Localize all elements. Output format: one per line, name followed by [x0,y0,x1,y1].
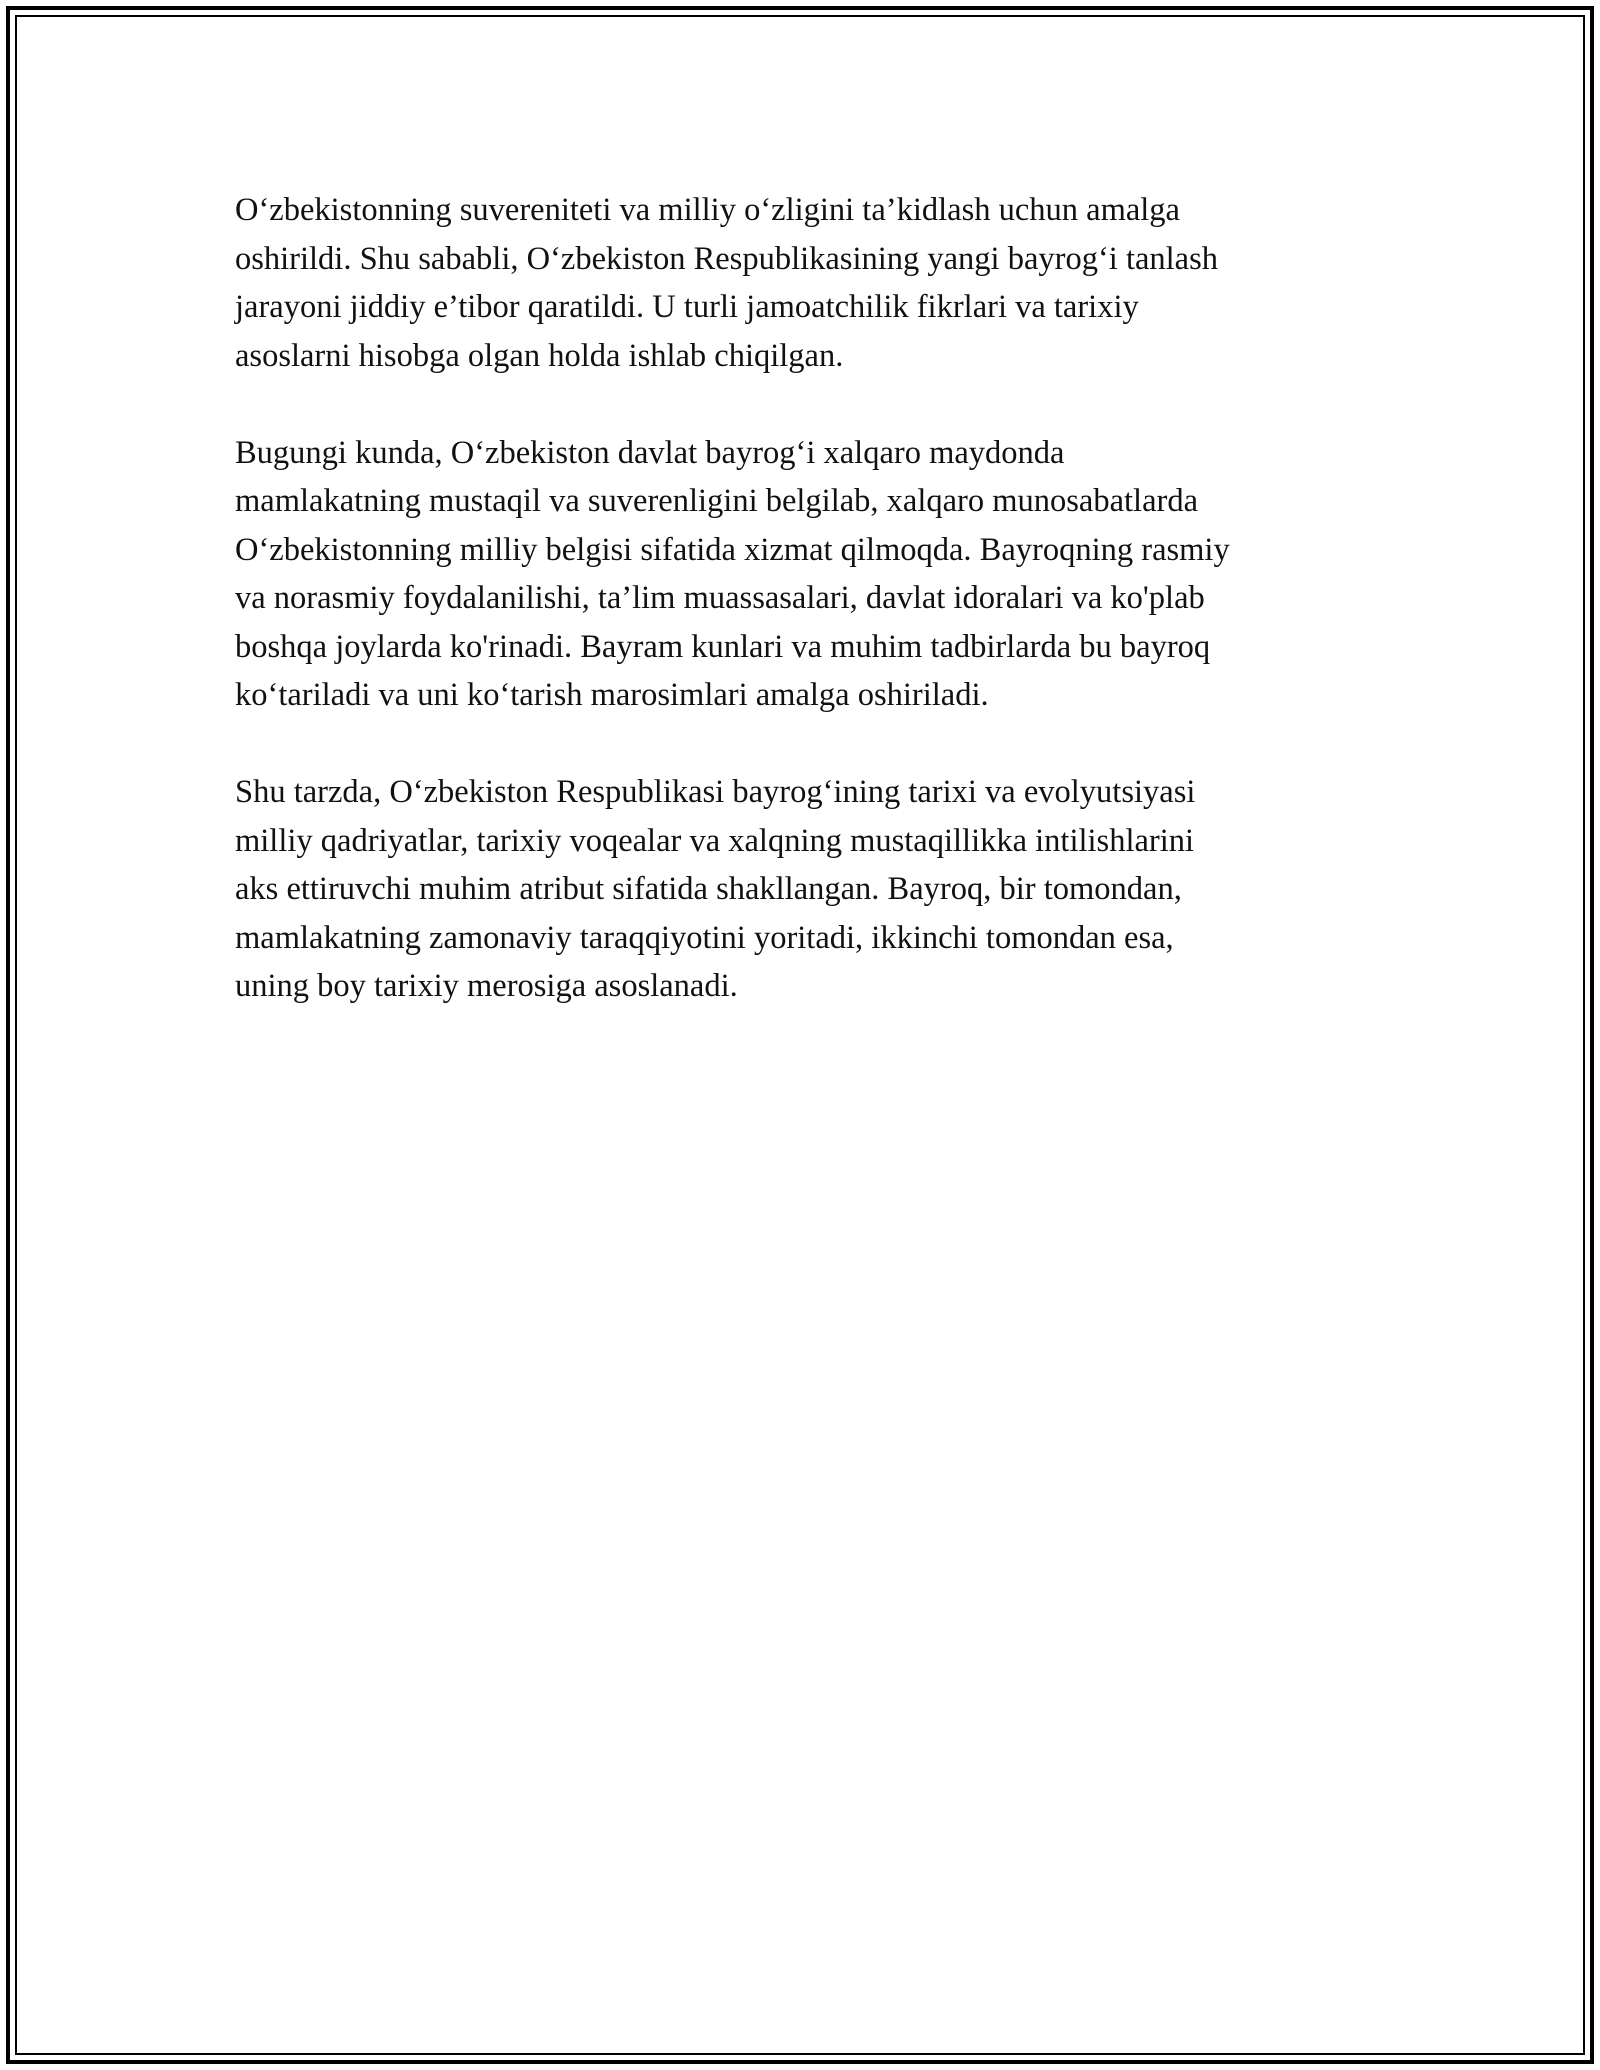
paragraph-line: aks ettiruvchi muhim atribut sifatida shakllangan. Bayroq, bir tomondan, [235,871,1182,907]
paragraph-line: mamlakatning zamonaviy taraqqiyotini yoritadi, ikkinchi tomondan esa, [235,919,1174,956]
paragraph-line: Shu tarzda, O‘zbekiston Respublikasi bayrog‘ining tarixi va evolyutsiyasi [235,774,1196,810]
paragraph-line: mamlakatning mustaqil va suverenligini belgilab, xalqaro munosabatlarda [235,483,1199,519]
paragraph-line: Bugungi kunda, O‘zbekiston davlat bayrog‘i xalqaro maydonda [235,434,1065,471]
paragraph-line: ko‘tariladi va uni ko‘tarish marosimlari amalga oshiriladi. [235,677,989,713]
paragraph-line: boshqa joylarda ko'rinadi. Bayram kunlari va muhim tadbirlarda bu bayroq [235,628,1211,665]
paragraph-line: O‘zbekistonning milliy belgisi sifatida xizmat qilmoqda. Bayroqning rasmiy [235,531,1230,568]
paragraph-line: jarayoni jiddiy e’tibor qaratildi. U turli jamoatchilik fikrlari va tarixiy [235,289,1139,325]
paragraph-line: milliy qadriyatlar, tarixiy voqealar va xalqning mustaqillikka intilishlarini [235,822,1195,859]
paragraph-1 [235,186,1370,380]
document-body [235,186,1370,1059]
paragraph-line: oshirildi. Shu sababli, O‘zbekiston Respublikasining yangi bayrog‘i tanlash [235,240,1218,277]
paragraph-line: O‘zbekistonning suvereniteti va milliy o‘zligini ta’kidlash uchun amalga [235,192,1180,228]
paragraph-line: asoslarni hisobga olgan holda ishlab chiqilgan. [235,337,844,374]
paragraph-line: uning boy tarixiy merosiga asoslanadi. [235,968,738,1004]
paragraph-line: va norasmiy foydalanilishi, ta’lim muassasalari, davlat idoralari va ko'plab [235,580,1205,616]
paragraph-3 [235,768,1370,1011]
paragraph-2 [235,429,1370,720]
